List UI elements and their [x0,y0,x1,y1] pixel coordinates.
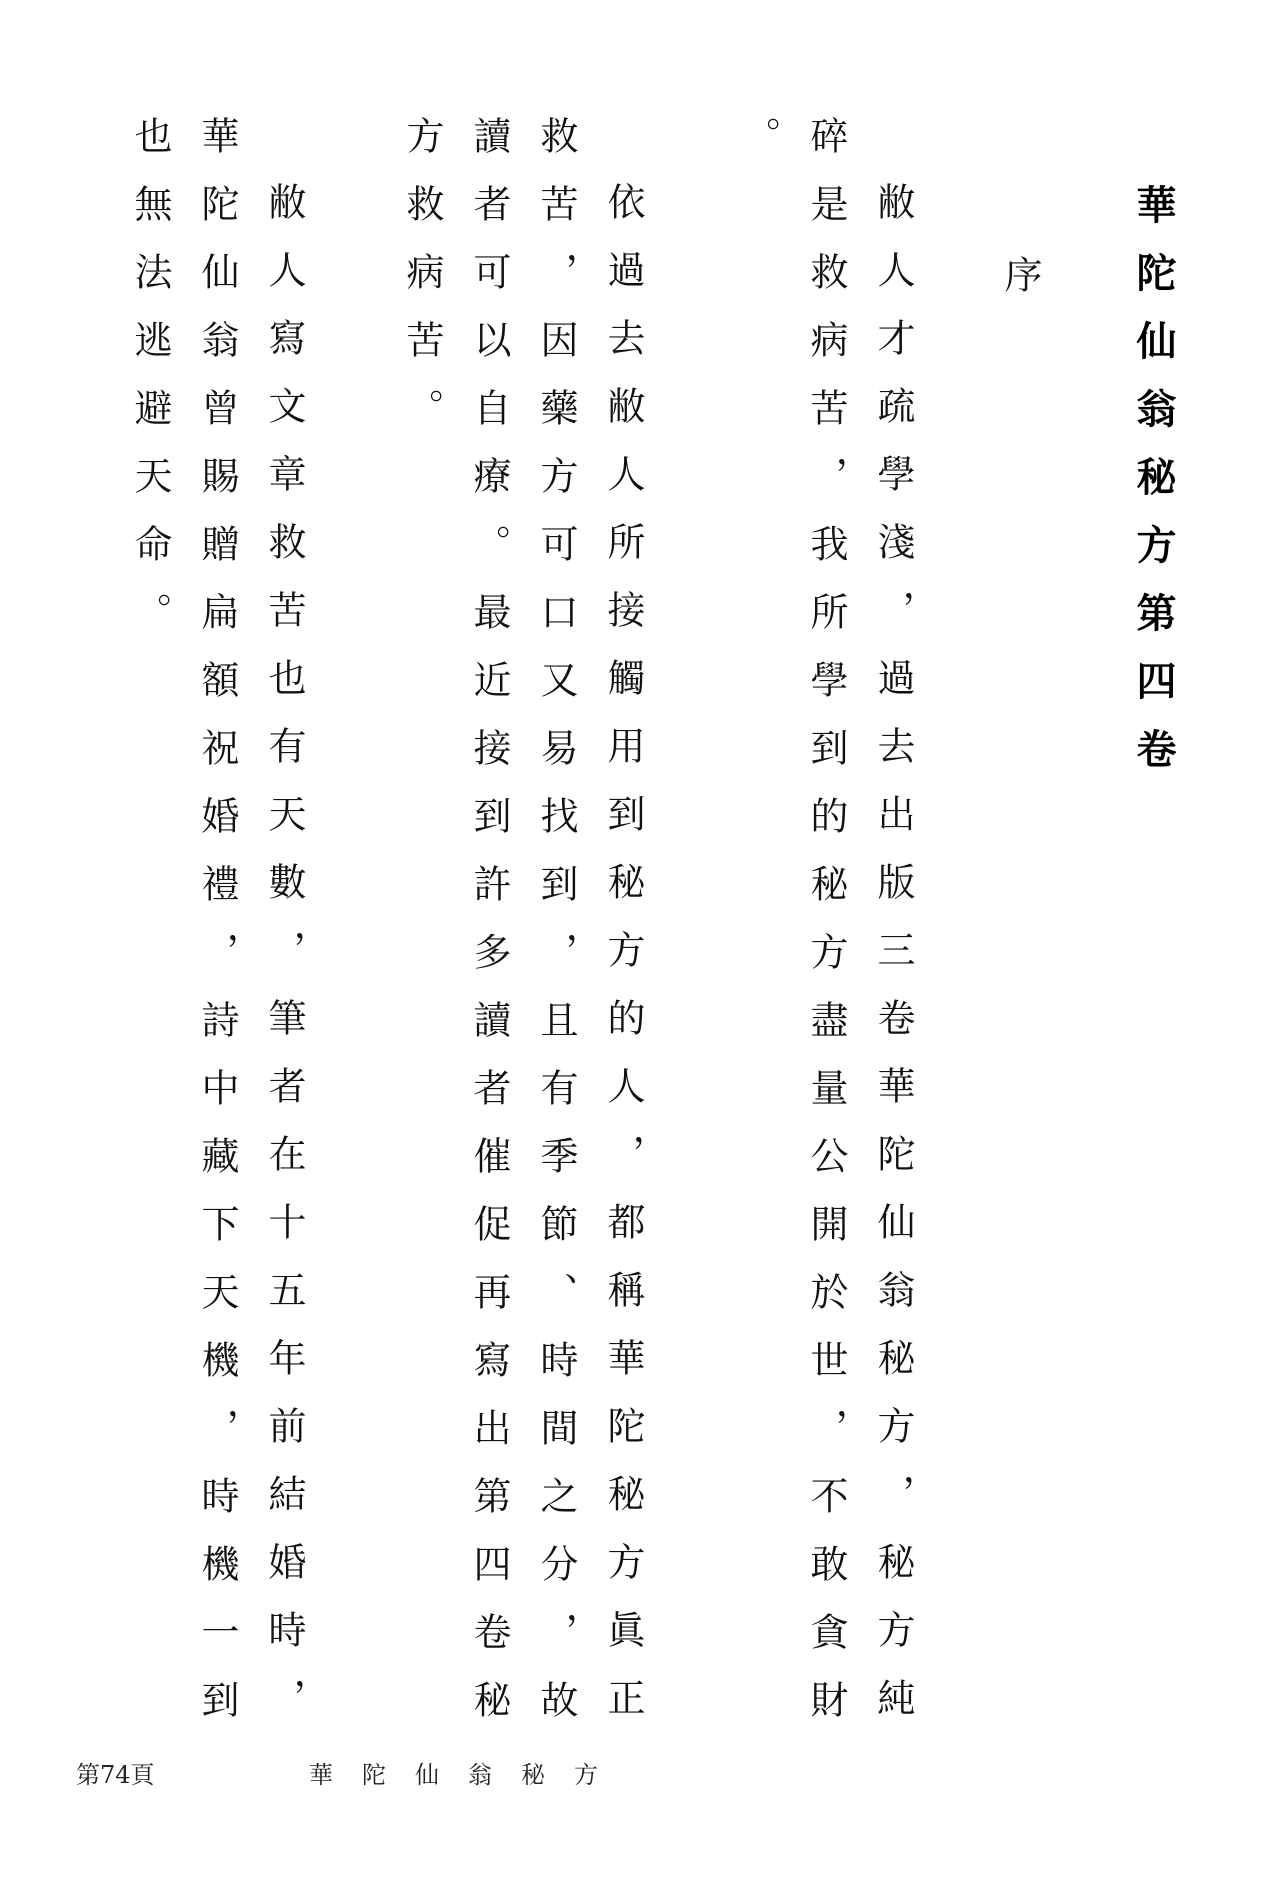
text-column-1: 敝人才疏學淺，過去出版三卷華陀仙翁秘方，秘方純 [871,182,915,1746]
text-column-8: 敝人寫文章救苦也有天數，筆者在十五年前結婚時， [262,182,306,1746]
text-column-7: 方救病苦。 [400,116,444,456]
text-column-2: 碎是救病苦，我所學到的秘方盡量公開於世，不敢貪財 [804,116,848,1748]
running-title: 華陀仙翁秘方 [309,1761,627,1789]
text-column-9: 華陀仙翁曾賜贈扁額祝婚禮，詩中藏下天機，時機一到 [195,116,239,1748]
section-heading: 序 [998,255,1042,293]
text-column-6: 讀者可以自療。最近接到許多讀者催促再寫出第四卷秘 [467,116,511,1748]
text-column-5: 救苦，因藥方可口又易找到，且有季節、時間之分，故 [534,116,578,1748]
book-title: 華陀仙翁秘方第四卷 [1130,184,1177,796]
text-column-3: 。 [737,116,781,184]
page-number: 第74頁 [76,1761,155,1789]
text-column-10: 也無法逃避天命。 [128,116,172,660]
text-column-4: 依過去敝人所接觸用到秘方的人，都稱華陀秘方眞正 [601,182,645,1746]
